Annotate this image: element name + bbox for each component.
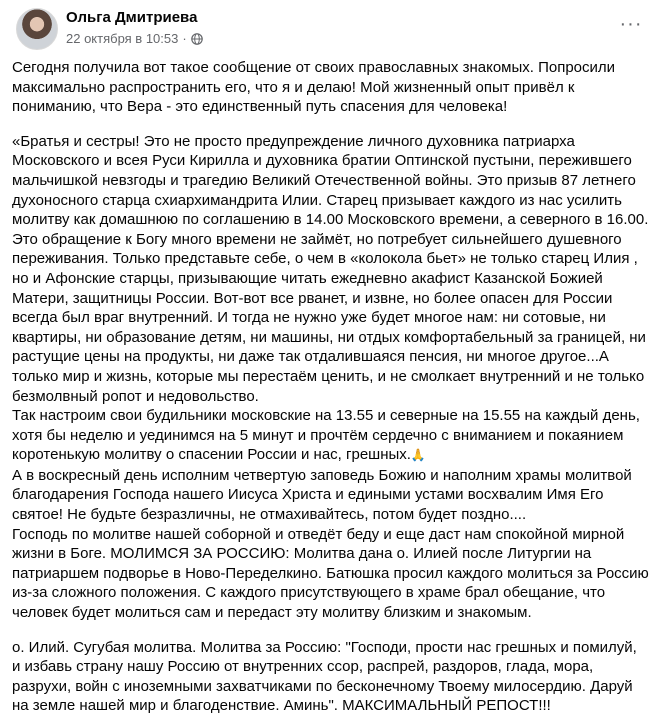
post-paragraph-appeal: «Братья и сестры! Это не просто предупреждение личного духовника патриарха Московского и всея Руси Кирилла и духовника братии Оптинской пустыни, пережившего мальчишкой невзгоды и трагедию Великий Отечественной войны. Это призыв 87 летнего духоносного старца схиархимандрита Илии. Старец призывает каждого из нас усилить молитву как домашнюю по соглашению в 14.00 Московского времени, а северного в 16.00. Это обращение к Богу много времени не займёт, но потребует сильнейшего душевного переживания. Только представьте себе, о чем в «колокола бьет» не только старец Илия , но и Афонские старцы, призывающие читать ежедневно акафист Казанской Божией Матери, защитницы России. Вот-вот все рванет, и извне, но более опасен для России всегда был враг внутренний. И тогда не нужно уже будет многое нам: ни сотовые, ни квартиры, ни образование детям, ни машины, ни отдых комфортабельный за границей, ни растущие цены на продукты, ни даже так отдалившаяся пенсия, ни многое другое...А только мир и жизнь, которые мы перестаём ценить, и не смолкает внутренний и не только безмолвный ропот и недовольство. xyxy=(12,132,649,405)
author-name[interactable]: Ольга Дмитриева xyxy=(66,9,198,26)
globe-icon[interactable] xyxy=(191,33,203,45)
folded-hands-icon: 🙏 xyxy=(410,448,426,463)
post-text xyxy=(10,58,649,716)
post-timestamp[interactable]: 22 октября в 10:53 xyxy=(66,31,179,46)
post-paragraph-sunday: А в воскресный день исполним четвертую заповедь Божию и наполним храмы молитвой благодарения Господа нашего Иисуса Христа и едиными устами восхвалим Имя Его святое! Не будьте безразличны, не отмахивайтесь, потом будет поздно.... xyxy=(12,466,632,524)
post-paragraph-prayer: о. Илий. Сугубая молитва. Молитва за Россию: "Господи, прости нас грешных и помилуй, и избавь страну нашу Россию от внутренних ссор, распрей, раздоров, глада, мора, разрухи, войн с иноземными захватчиками по бесконечному Твоему милосердию. Даруй на земле нашей мир и благоденствие. Аминь". МАКСИМАЛЬНЫЙ РЕПОСТ!!! xyxy=(12,638,637,715)
more-horizontal-icon: ··· xyxy=(619,13,643,35)
post-paragraph-alarms xyxy=(10,406,649,466)
more-options-button[interactable] xyxy=(617,10,645,38)
meta-separator: · xyxy=(182,31,187,46)
post-header xyxy=(10,0,649,58)
post-meta xyxy=(66,31,203,46)
alarms-text: Так настроим свои будильники московские на 13.55 и северные на 15.55 на каждый день, хотя бы неделю и уединимся на 5 минут и прочтём сердечно с вниманием и покаянием коротенькую молитву о спасении России и нас, грешных. xyxy=(12,407,640,464)
post-paragraph-intro: Сегодня получила вот такое сообщение от своих православных знакомых. Попросили максимально распространить его, что я и делаю! Мой жизненный опыт привёл к пониманию, что Вера - это единственный путь спасения для человека! xyxy=(12,59,616,116)
avatar[interactable] xyxy=(16,8,58,50)
post-paragraph-prayer-origin: Господь по молитве нашей соборной и отведёт беду и еще даст нам спокойной мирной жизни в Боге. МОЛИМСЯ ЗА РОССИЮ: Молитва дана о. Илией после Литургии на патриаршем подворье в Ново-Переделкино. Батюшка просил каждого молиться за Россию из-за сложного положения. С каждого присутствующего в храме брал обещание, что человек будет молиться сам и передаст эту молитву близким и знакомым. xyxy=(12,525,649,622)
